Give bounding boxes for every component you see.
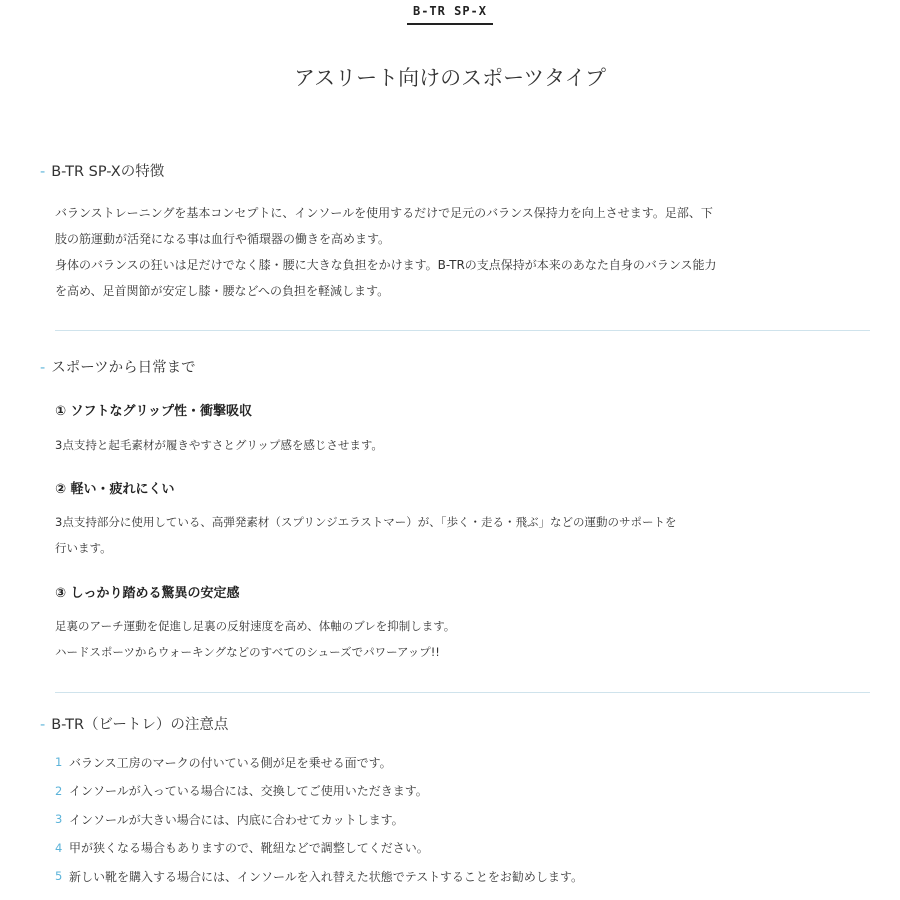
page-title: アスリート向けのスポーツタイプ	[293, 66, 607, 90]
product-label-wrap	[0, 0, 900, 25]
features-line: バランストレーニングを基本コンセプトに、インソールを使用するだけで足元のバランス保持力を向上させます。足部、下	[55, 206, 713, 220]
sports-item-text	[55, 613, 865, 665]
sports-item-line: 3点支持部分に使用している、高弾発素材（スプリンジエラストマー）が、「歩く・走る・飛ぶ」などの運動のサポートを	[55, 515, 677, 529]
notes-heading	[40, 713, 228, 734]
list-item	[55, 748, 583, 777]
product-label: B-TR SP-X	[407, 2, 493, 25]
notes-list	[55, 748, 583, 891]
sports-item-text	[55, 432, 865, 458]
list-item-number: 1	[55, 755, 63, 770]
heading-dash: -	[40, 717, 46, 733]
list-item-text: 甲が狭くなる場合もありますので、靴紐などで調整してください。	[69, 841, 429, 856]
sports-item-title: ③ しっかり踏める驚異の安定感	[55, 586, 240, 601]
sports-item-line: 足裏のアーチ運動を促進し足裏の反射速度を高め、体軸のブレを抑制します。	[55, 619, 456, 633]
sports-item-title: ① ソフトなグリップ性・衝撃吸収	[55, 404, 253, 419]
list-item	[55, 777, 583, 806]
sports-item-line: ハードスポーツからウォーキングなどのすべてのシューズでパワーアップ!!	[55, 645, 440, 659]
notes-heading-text: B-TR（ビートレ）の注意点	[51, 717, 229, 733]
sports-item-title: ② 軽い・疲れにくい	[55, 482, 175, 497]
list-item-text: バランス工房のマークの付いている側が足を乗せる面です。	[69, 755, 392, 770]
list-item-number: 2	[55, 783, 63, 798]
list-item-number: 5	[55, 869, 63, 884]
features-line: 身体のバランスの狂いは足だけでなく膝・腰に大きな負担をかけます。B-TRの支点保持が本来のあなた自身のバランス能力	[55, 258, 717, 272]
features-line: を高め、足首関節が安定し膝・腰などへの負担を軽減します。	[55, 284, 390, 298]
heading-dash: -	[40, 164, 46, 180]
list-item	[55, 862, 583, 891]
sports-item-line: 3点支持と起毛素材が履きやすさとグリップ感を感じさせます。	[55, 438, 383, 452]
list-item-number: 3	[55, 812, 63, 827]
list-item-text: 新しい靴を購入する場合には、インソールを入れ替えた状態でテストすることをお勧めします。	[69, 869, 583, 884]
list-item-text: インソールが大きい場合には、内底に合わせてカットします。	[69, 812, 404, 827]
sports-heading-text: スポーツから日常まで	[51, 360, 196, 376]
sports-heading	[40, 356, 196, 377]
list-item-text: インソールが入っている場合には、交換してご使用いただきます。	[69, 784, 428, 799]
features-paragraph	[55, 200, 865, 304]
sports-item-line: 行います。	[55, 541, 112, 555]
features-heading	[40, 160, 164, 181]
features-heading-text: B-TR SP-Xの特徴	[51, 164, 165, 180]
heading-dash: -	[40, 360, 46, 376]
section-divider	[55, 330, 870, 331]
sports-item-text	[55, 509, 865, 561]
list-item	[55, 834, 583, 863]
section-divider	[55, 692, 870, 693]
features-line: 肢の筋運動が活発になる事は血行や循環器の働きを高めます。	[55, 232, 391, 246]
list-item-number: 4	[55, 840, 63, 855]
list-item	[55, 805, 583, 834]
